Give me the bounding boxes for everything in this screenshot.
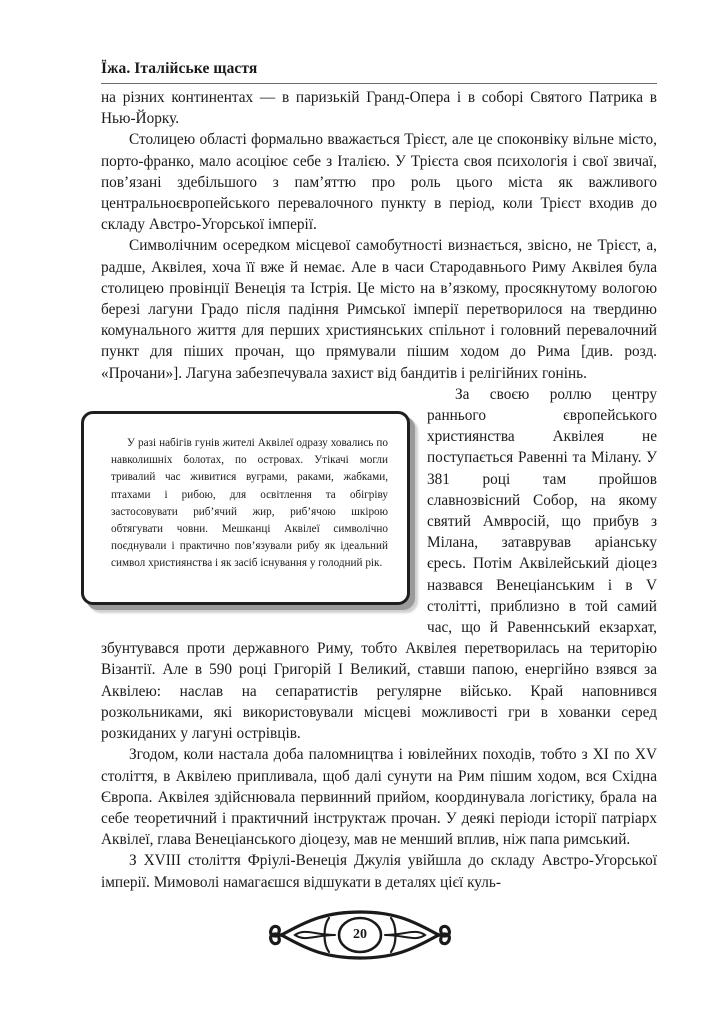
- sidebar-text: У разі набігів гунів жителі Аквілеї одразу ховались по навколишніх болотах, по островах. Утікачі могли тривалий час живитися вуграми, раками, жабками, птахами і рибою, для освітлення та обігріву застосовувати риб’ячий жир, риб’ячою шкірою обтягувати човни. Мешканці Аквілеї символічно поєднували і практично пов’язували рибу як ідеальний символ християнства і як засіб існування у голодний рік.: [111, 437, 388, 570]
- paragraph: З XVIII століття Фріулі-Венеція Джулія увійшла до складу Австро-Угорської імперії. Мимоволі намагаєшся відшукати в деталях цієї куль-: [101, 852, 657, 891]
- paragraph: на різних континентах — в паризькій Гранд-Опера і в соборі Святого Патрика в Нью-Йорку.: [101, 89, 657, 128]
- paragraph: За своєю роллю центру раннього європейського християнства Аквілея не поступається Равенні та Мілану. У 381 році там пройшов славнозвісний Собор, на якому святий Амвросій, що прибув з Мілана, затаврував аріанську єресь. Потім Аквілейський діоцез назвався Венеціанським і в V столітті, приблизно в той самий час, що й Равеннський екзархат, збунтувався проти державного Риму, тобто Аквілея перетворилась на територію Візантії. Але в 590 році Григорій I Великий, ставши папою, енергійно взявся за Аквілею: наслав на сепаратистів регулярне військо. Край наповнився розкольниками, які використовували місцеві можливості гри в хованки серед розкиданих у лагуні острівців.: [101, 385, 657, 743]
- running-head: Їжа. Італійське щастя: [101, 60, 258, 77]
- header-rule: [101, 83, 657, 84]
- paragraph: Символічним осередком місцевої самобутності визнається, звісно, не Трієст, а, радше, Аквілея, хоча її вже й немає. Але в часи Стародавнього Риму Аквілея була столицею провінції Венеція та Істрія. Це місто на в’язкому, просякнутому вологою березі лагуни Градо після падіння Римської імперії перетворилося на твердиню комунального життя для перших християнських спільнот і головний перевалочний пункт для піших прочан, що прямували пішим ходом до Рима [див. розд. «Прочани»]. Лагуна забезпечувала захист від бандитів і релігійних гонінь.: [101, 237, 657, 382]
- page-number: 20: [343, 920, 377, 950]
- paragraph: Згодом, коли настала доба паломництва і ювілейних походів, тобто з XI по XV століття, в Аквілею припливала, щоб далі сунути на Рим пішим ходом, вся Східна Європа. Аквілея здійснювала первинний прийом, координувала логістику, брала на себе теоретичний і практичний інструктаж прочан. У деякі періоди історії патріарх Аквілеї, глава Венеціанського діоцезу, мав не менший вплив, ніж папа римський.: [101, 746, 657, 849]
- sidebar-box: [81, 411, 410, 605]
- paragraph: Столицею області формально вважається Трієст, але це споконвіку вільне місто, порто-франко, мало асоціює себе з Італією. У Трієста своя психологія і свої звичаї, пов’язані здебільшого з пам’яттю про роль цього міста як важливого центральноєвропейського перевалочного пункту в період, коли Трієст входив до складу Австро-Угорської імперії.: [101, 131, 657, 234]
